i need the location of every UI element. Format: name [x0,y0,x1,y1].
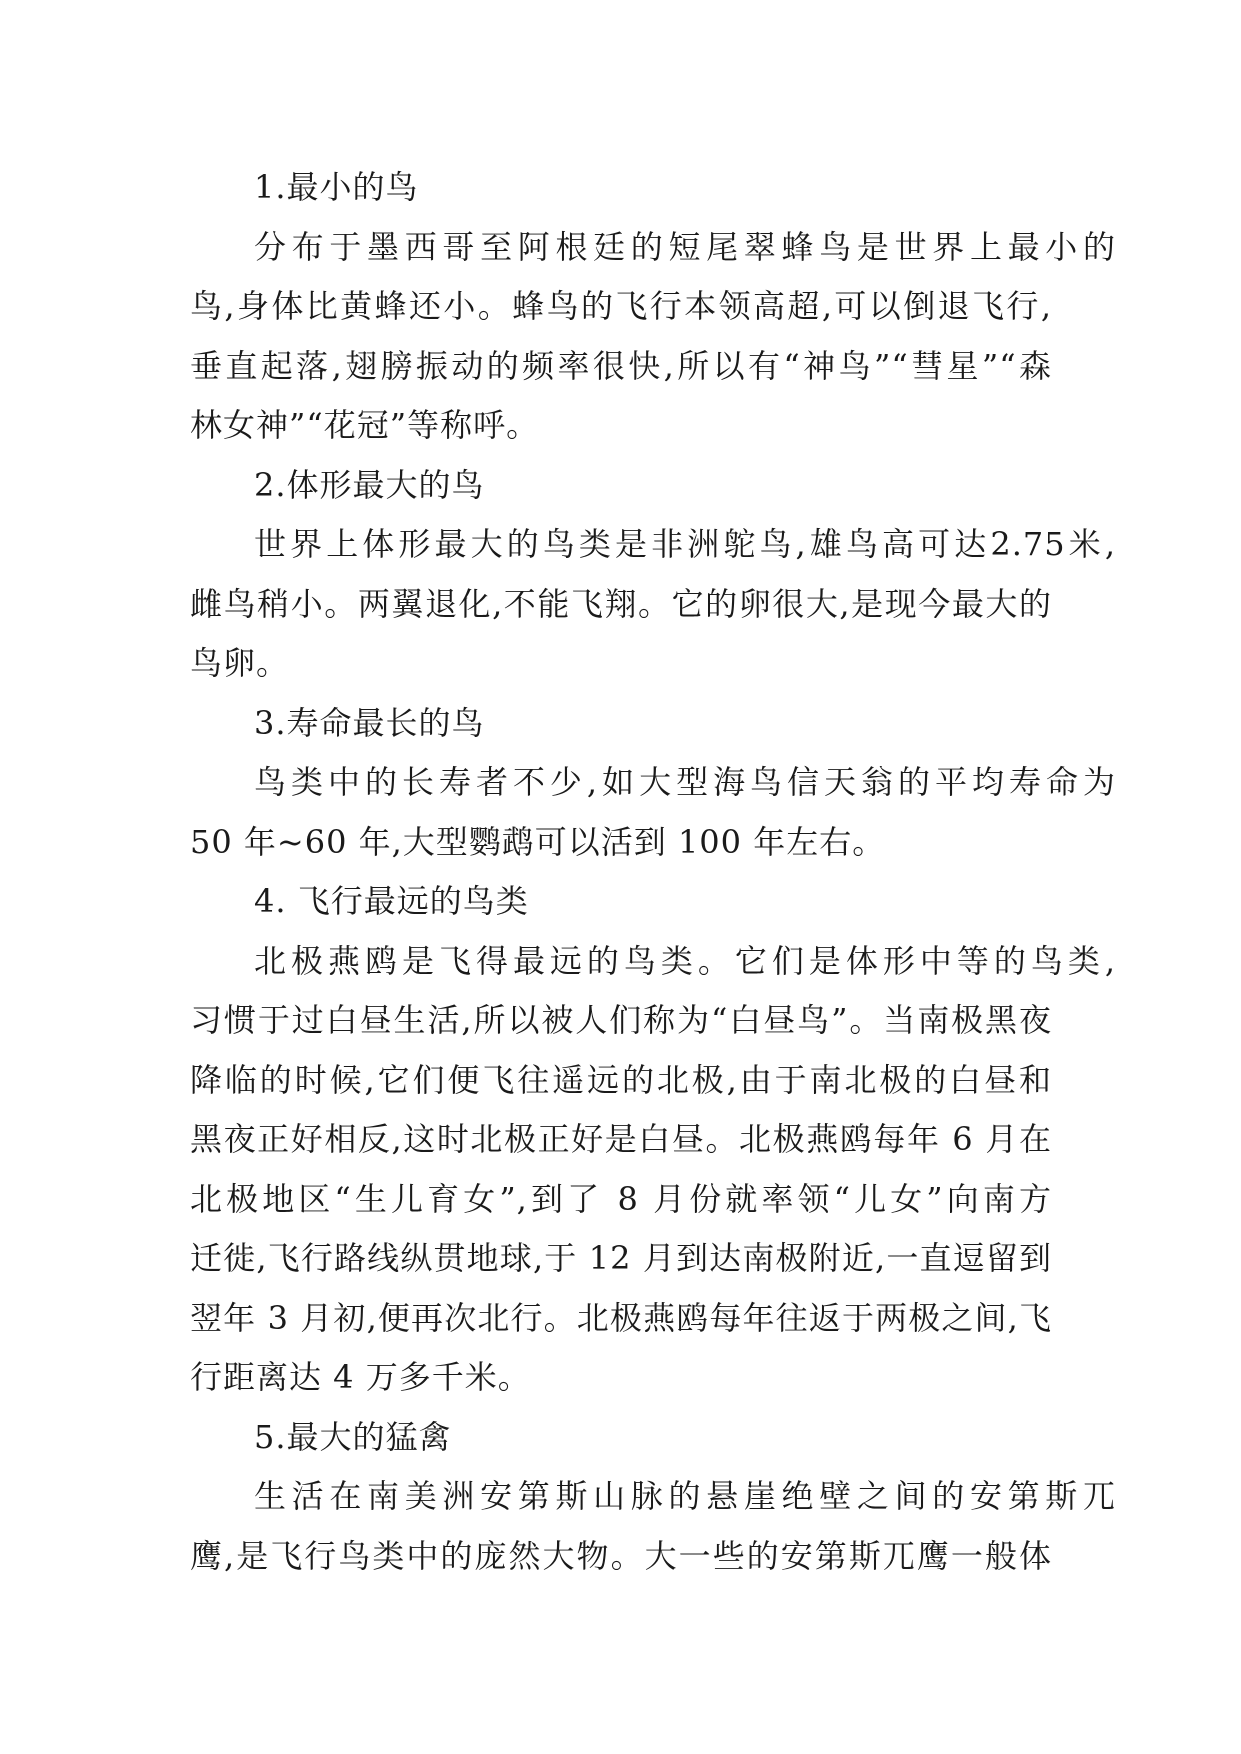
paragraph-line: 50 年~60 年,大型鹦鹉可以活到 100 年左右。 [190,822,886,861]
section-heading: 3.寿命最长的鸟 [254,703,485,742]
paragraph-line: 生活在南美洲安第斯山脉的悬崖绝壁之间的安第斯兀 [254,1477,1116,1515]
paragraph-line: 垂直起落,翅膀振动的频率很快,所以有“神鸟”“彗星”“森 [190,346,1052,385]
paragraph-line: 雌鸟稍小。两翼退化,不能飞翔。它的卵很大,是现今最大的 [190,584,1052,623]
paragraph-line: 北极地区“生儿育女”,到了 8 月份就率领“儿女”向南方 [190,1179,1052,1218]
paragraph-line: 北极燕鸥是飞得最远的鸟类。它们是体形中等的鸟类, [254,941,1116,980]
paragraph-line: 世界上体形最大的鸟类是非洲鸵鸟,雄鸟高可达2.75米, [254,525,1116,563]
section-heading: 5.最大的猛禽 [254,1417,452,1456]
paragraph-line: 林女神”“花冠”等称呼。 [190,406,540,444]
paragraph-line: 分布于墨西哥至阿根廷的短尾翠蜂鸟是世界上最小的 [254,227,1116,266]
paragraph-line: 行距离达 4 万多千米。 [190,1358,531,1396]
paragraph-line: 鸟类中的长寿者不少,如大型海鸟信天翁的平均寿命为 [254,763,1116,801]
paragraph-line: 鸟卵。 [190,644,290,682]
paragraph-line: 迁徙,飞行路线纵贯地球,于 12 月到达南极附近,一直逗留到 [190,1239,1052,1277]
section-heading: 2.体形最大的鸟 [254,465,485,504]
section-heading: 1.最小的鸟 [254,168,419,206]
paragraph-line: 鸟,身体比黄蜂还小。蜂鸟的飞行本领高超,可以倒退飞行, [190,287,1052,325]
document-page [190,158,1116,1586]
paragraph-line: 习惯于过白昼生活,所以被人们称为“白昼鸟”。当南极黑夜 [190,1001,1052,1039]
paragraph-line: 翌年 3 月初,便再次北行。北极燕鸥每年往返于两极之间,飞 [190,1298,1052,1337]
paragraph-line: 鹰,是飞行鸟类中的庞然大物。大一些的安第斯兀鹰一般体 [190,1536,1052,1575]
paragraph-line: 降临的时候,它们便飞往遥远的北极,由于南北极的白昼和 [190,1060,1052,1099]
paragraph-line: 黑夜正好相反,这时北极正好是白昼。北极燕鸥每年 6 月在 [190,1120,1052,1158]
section-heading: 4. 飞行最远的鸟类 [254,882,529,920]
